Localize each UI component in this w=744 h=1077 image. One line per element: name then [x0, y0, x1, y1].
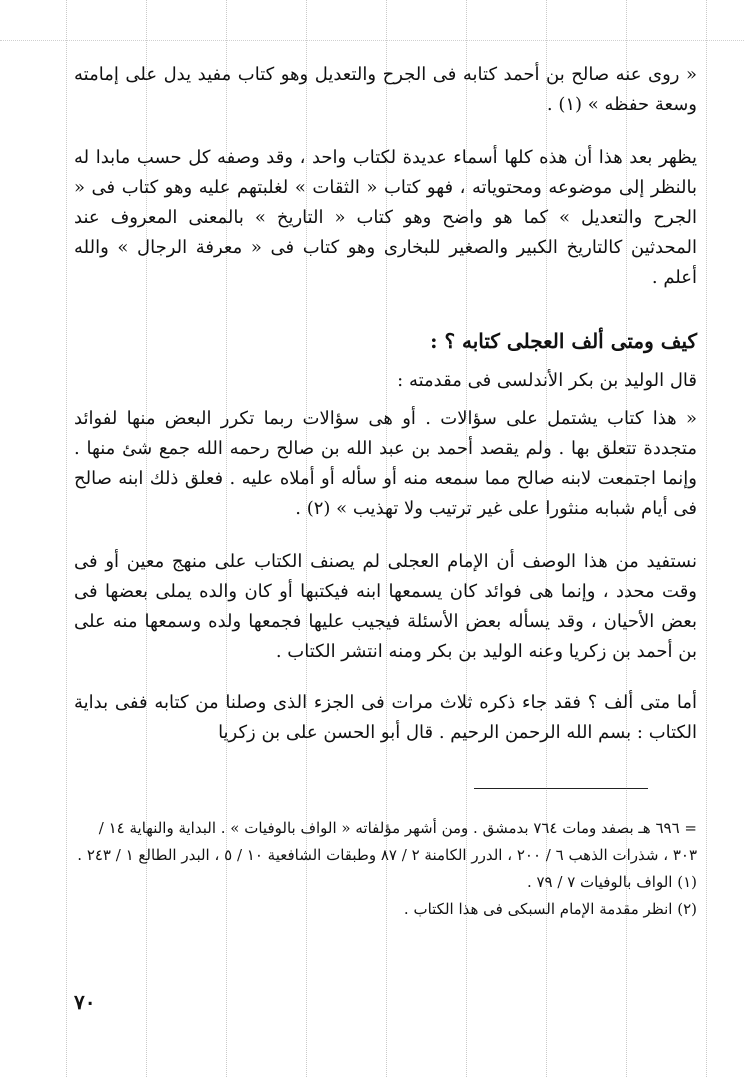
- footnote-continuation: = ٦٩٦ هـ بصفد ومات ٧٦٤ بدمشق . ومن أشهر مؤلفاته « الواف بالوفيات » . البداية والنهاية ١٤ / ٣٠٣ ، شذرات الذهب ٦ / ٢٠٠ ، الدرر الكامنة ٢ / ٨٧ وطبقات الشافعية ١٠ / ٥ ، البدر الطالع ١ / ٢٤٣ .: [77, 819, 697, 864]
- footnotes: [74, 815, 697, 923]
- body-paragraph: [74, 143, 697, 293]
- body-paragraph: [74, 547, 697, 667]
- paragraph-text: يظهر بعد هذا أن هذه كلها أسماء عديدة لكتاب واحد ، وقد وصفه كل حسب مابدا له بالنظر إلى موضوعه ومحتوياته ، فهو كتاب « الثقات » لغلبتهم عليه وهو كتاب فى « الجرح والتعديل » كما هو واضح وهو كتاب « التاريخ » بالمعنى المعروف عند المحدثين كالتاريخ الكبير والصغير للبخارى وهو كتاب فى « معرفة الرجال » والله أعلم .: [74, 147, 697, 288]
- grid-guide: [0, 40, 744, 41]
- body-paragraph: [74, 688, 697, 748]
- section-heading: كيف ومتى ألف العجلى كتابه ؟ :: [430, 329, 697, 353]
- footnote-item: (٢) انظر مقدمة الإمام السبكى فى هذا الكتاب .: [403, 900, 697, 918]
- paragraph-text: نستفيد من هذا الوصف أن الإمام العجلى لم يصنف الكتاب على منهج معين أو فى وقت محدد ، وإنما هى فوائد كان يسمعها ابنه فيكتبها أو كان والده يملى بعضها فى بعض الأحيان ، وقد يسأله بعض الأسئلة فيجيب عليها فجمعها ولده وسمعها منه على بن أحمد بن زكريا وعنه الوليد بن بكر ومنه انتشر الكتاب .: [74, 551, 697, 662]
- paragraph-text: « روى عنه صالح بن أحمد كتابه فى الجرح والتعديل وهو كتاب مفيد يدل على إمامته وسعة حفظه » (١) .: [74, 64, 697, 115]
- body-paragraph: [74, 366, 697, 396]
- grid-guide: [66, 0, 67, 1077]
- footnote-separator: [474, 788, 648, 789]
- page-number: ٧٠: [74, 990, 96, 1014]
- paragraph-text: قال الوليد بن بكر الأندلسى فى مقدمته :: [397, 370, 697, 391]
- quote-paragraph: [74, 60, 697, 120]
- paragraph-text: أما متى ألف ؟ فقد جاء ذكره ثلاث مرات فى الجزء الذى وصلنا من كتابه ففى بداية الكتاب : بسم الله الرحمن الرحيم . قال أبو الحسن على بن زكريا: [74, 692, 697, 743]
- quote-paragraph: [74, 404, 697, 524]
- footnote-item: (١) الواف بالوفيات ٧ / ٧٩ .: [526, 873, 697, 891]
- paragraph-text: « هذا كتاب يشتمل على سؤالات . أو هى سؤالات ربما تكرر البعض منها لفوائد متجددة تتعلق بها . ولم يقصد أحمد بن عبد الله بن صالح رحمه الله جمع شئ منها . وإنما اجتمعت لابنه صالح مما سمعه منه أو سأله أو أملاه عليه . فعلق ذلك ابنه صالح فى أيام شبابه منثورا على غير ترتيب ولا تهذيب » (٢) .: [74, 408, 698, 519]
- grid-guide: [706, 0, 707, 1077]
